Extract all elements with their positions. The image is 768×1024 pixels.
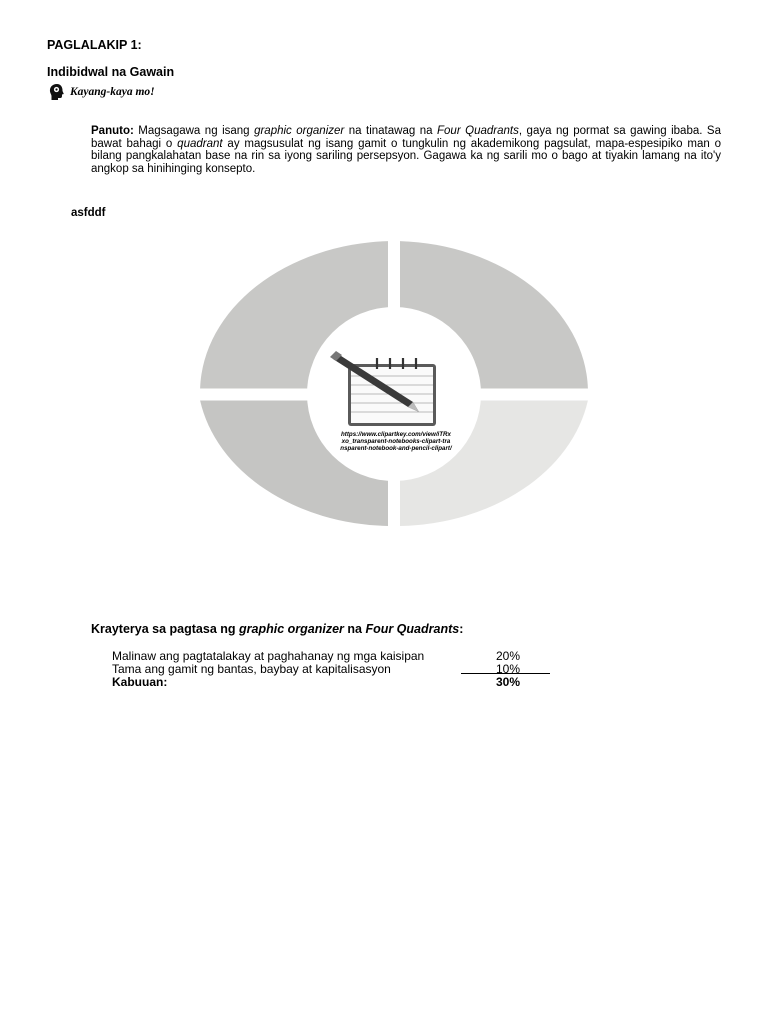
criteria-value: 10%: [496, 662, 521, 676]
stray-text: asfddf: [71, 207, 106, 219]
badge-text: Kayang-kaya mo!: [70, 86, 155, 98]
instructions-emphasis-1: graphic organizer: [254, 125, 345, 137]
instructions-text-3: , gaya ng pormat sa gawing ibaba. Sa bawat bahagi o: [91, 125, 721, 150]
criteria-title-emphasis-1: graphic organizer: [239, 622, 344, 636]
criteria-title-emphasis-2: Four Quadrants: [365, 622, 460, 636]
criteria-label: Malinaw ang pagtatalakay at paghahanay ng mga kaisipan: [112, 649, 425, 663]
criteria-title: [91, 622, 463, 636]
four-quadrants-diagram: [196, 236, 592, 530]
page-title: PAGLALAKIP 1:: [47, 38, 142, 52]
head-thinking-icon: [48, 83, 66, 101]
image-credit-url: https://www.clipartkey.com/view/iTRxxo_transparent-notebooks-clipart-transparent-notebook-and-pencil-clipart/: [340, 431, 452, 453]
instructions-paragraph: [91, 125, 721, 175]
instructions-text-2: na tinatawag na: [344, 125, 438, 137]
instructions-label: Panuto:: [91, 125, 134, 137]
criteria-title-text-2: na: [343, 622, 366, 636]
instructions-text-1: Magsagawa ng isang: [133, 125, 255, 137]
criteria-label: Tama ang gamit ng bantas, baybay at kapitalisasyon: [112, 662, 391, 676]
criteria-title-text-3: :: [459, 622, 464, 636]
criteria-total-row: [112, 675, 562, 688]
criteria-total-value: 30%: [496, 675, 521, 689]
underline-divider: [461, 673, 550, 674]
activity-subtitle: Indibidwal na Gawain: [47, 65, 175, 79]
criteria-row: [112, 662, 562, 675]
criteria-row: [112, 649, 562, 662]
instructions-emphasis-3: quadrant: [177, 137, 223, 150]
criteria-title-text-1: Krayterya sa pagtasa ng: [91, 622, 239, 636]
criteria-total-label: Kabuuan:: [112, 675, 168, 689]
instructions-text-4: ay magsusulat ng isang gamit o tungkulin ng akademikong pagsulat, mapa-espesipiko man o bilang pangkalahatan base na rin sa iyong sariling persepsyon. Gagawa ka ng sarili mo o bago at tiyakin lamang na ito'y angkop sa hinihinging konsepto.: [91, 137, 721, 175]
criteria-value: 20%: [496, 649, 521, 663]
instructions-emphasis-2: Four Quadrants: [437, 125, 519, 137]
encouragement-badge: [48, 83, 155, 101]
